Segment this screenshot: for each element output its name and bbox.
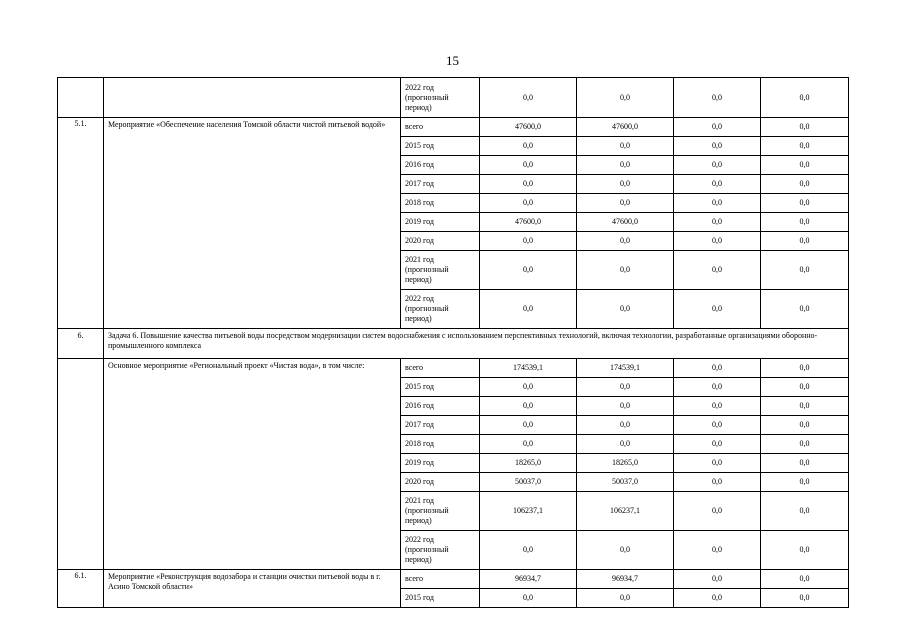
value-cell-other: 0,0 <box>761 570 849 589</box>
period-cell: 2018 год <box>401 435 480 454</box>
value-cell-regional: 47600,0 <box>577 118 674 137</box>
table-row <box>58 359 849 378</box>
value-cell-regional: 0,0 <box>577 251 674 290</box>
value-cell-total: 0,0 <box>480 589 577 608</box>
value-cell-regional: 47600,0 <box>577 213 674 232</box>
value-cell-other: 0,0 <box>761 589 849 608</box>
item-number: 6.1. <box>58 570 104 608</box>
value-cell-total: 96934,7 <box>480 570 577 589</box>
value-cell-local: 0,0 <box>674 473 761 492</box>
value-cell-local: 0,0 <box>674 194 761 213</box>
value-cell-regional: 0,0 <box>577 156 674 175</box>
value-cell-other: 0,0 <box>761 78 849 118</box>
value-cell-other: 0,0 <box>761 290 849 329</box>
period-cell: всего <box>401 570 480 589</box>
value-cell-total: 0,0 <box>480 416 577 435</box>
value-cell-regional: 18265,0 <box>577 454 674 473</box>
value-cell-regional: 0,0 <box>577 416 674 435</box>
value-cell-total: 0,0 <box>480 78 577 118</box>
value-cell-local: 0,0 <box>674 570 761 589</box>
task-row <box>58 329 849 359</box>
value-cell-total: 174539,1 <box>480 359 577 378</box>
event-name <box>104 78 401 118</box>
value-cell-local: 0,0 <box>674 397 761 416</box>
period-cell: 2016 год <box>401 397 480 416</box>
item-number: 5.1. <box>58 118 104 329</box>
period-cell: всего <box>401 359 480 378</box>
period-cell: 2019 год <box>401 454 480 473</box>
event-name: Основное мероприятие «Региональный проект «Чистая вода», в том числе: <box>104 359 401 570</box>
task-text: Задача 6. Повышение качества питьевой воды посредством модернизации систем водоснабжения с использованием перспективных технологий, включая технологии, разработанные организациями оборонно-промышленного комплекса <box>104 329 849 359</box>
value-cell-total: 0,0 <box>480 232 577 251</box>
period-cell: 2016 год <box>401 156 480 175</box>
period-cell: 2018 год <box>401 194 480 213</box>
period-cell: 2022 год (прогнозный период) <box>401 78 480 118</box>
value-cell-regional: 0,0 <box>577 175 674 194</box>
value-cell-other: 0,0 <box>761 435 849 454</box>
value-cell-other: 0,0 <box>761 194 849 213</box>
period-cell: 2021 год (прогнозный период) <box>401 492 480 531</box>
period-cell: 2017 год <box>401 416 480 435</box>
value-cell-local: 0,0 <box>674 589 761 608</box>
value-cell-local: 0,0 <box>674 435 761 454</box>
value-cell-total: 0,0 <box>480 175 577 194</box>
table-row <box>58 570 849 589</box>
value-cell-local: 0,0 <box>674 118 761 137</box>
period-cell: всего <box>401 118 480 137</box>
value-cell-regional: 0,0 <box>577 397 674 416</box>
value-cell-total: 0,0 <box>480 531 577 570</box>
value-cell-other: 0,0 <box>761 473 849 492</box>
value-cell-total: 47600,0 <box>480 213 577 232</box>
value-cell-local: 0,0 <box>674 78 761 118</box>
value-cell-total: 0,0 <box>480 251 577 290</box>
table-row <box>58 78 849 118</box>
value-cell-regional: 0,0 <box>577 435 674 454</box>
value-cell-regional: 106237,1 <box>577 492 674 531</box>
value-cell-total: 0,0 <box>480 290 577 329</box>
value-cell-regional: 0,0 <box>577 137 674 156</box>
page-number: 15 <box>446 53 459 68</box>
value-cell-other: 0,0 <box>761 232 849 251</box>
value-cell-other: 0,0 <box>761 251 849 290</box>
budget-table <box>57 77 849 608</box>
value-cell-local: 0,0 <box>674 290 761 329</box>
value-cell-local: 0,0 <box>674 492 761 531</box>
value-cell-other: 0,0 <box>761 156 849 175</box>
value-cell-other: 0,0 <box>761 175 849 194</box>
value-cell-total: 0,0 <box>480 397 577 416</box>
value-cell-local: 0,0 <box>674 378 761 397</box>
task-number: 6. <box>58 329 104 359</box>
value-cell-local: 0,0 <box>674 156 761 175</box>
value-cell-other: 0,0 <box>761 118 849 137</box>
value-cell-regional: 0,0 <box>577 194 674 213</box>
value-cell-local: 0,0 <box>674 175 761 194</box>
value-cell-other: 0,0 <box>761 531 849 570</box>
value-cell-regional: 50037,0 <box>577 473 674 492</box>
value-cell-other: 0,0 <box>761 454 849 473</box>
value-cell-local: 0,0 <box>674 454 761 473</box>
value-cell-regional: 0,0 <box>577 531 674 570</box>
value-cell-local: 0,0 <box>674 213 761 232</box>
value-cell-other: 0,0 <box>761 378 849 397</box>
value-cell-other: 0,0 <box>761 213 849 232</box>
value-cell-total: 50037,0 <box>480 473 577 492</box>
value-cell-total: 0,0 <box>480 435 577 454</box>
value-cell-regional: 0,0 <box>577 378 674 397</box>
table-row <box>58 118 849 137</box>
period-cell: 2015 год <box>401 137 480 156</box>
period-cell: 2020 год <box>401 473 480 492</box>
period-cell: 2022 год (прогнозный период) <box>401 531 480 570</box>
item-number <box>58 78 104 118</box>
value-cell-regional: 96934,7 <box>577 570 674 589</box>
value-cell-other: 0,0 <box>761 416 849 435</box>
event-name: Мероприятие «Обеспечение населения Томской области чистой питьевой водой» <box>104 118 401 329</box>
value-cell-total: 0,0 <box>480 194 577 213</box>
period-cell: 2021 год (прогнозный период) <box>401 251 480 290</box>
value-cell-regional: 0,0 <box>577 290 674 329</box>
item-number <box>58 359 104 570</box>
value-cell-other: 0,0 <box>761 137 849 156</box>
value-cell-total: 106237,1 <box>480 492 577 531</box>
value-cell-total: 0,0 <box>480 137 577 156</box>
value-cell-local: 0,0 <box>674 531 761 570</box>
period-cell: 2022 год (прогнозный период) <box>401 290 480 329</box>
event-name: Мероприятие «Реконструкция водозабора и станции очистки питьевой воды в г. Асино Томской области» <box>104 570 401 608</box>
value-cell-total: 47600,0 <box>480 118 577 137</box>
value-cell-other: 0,0 <box>761 359 849 378</box>
period-cell: 2017 год <box>401 175 480 194</box>
value-cell-regional: 0,0 <box>577 589 674 608</box>
value-cell-local: 0,0 <box>674 359 761 378</box>
value-cell-local: 0,0 <box>674 251 761 290</box>
value-cell-local: 0,0 <box>674 416 761 435</box>
value-cell-other: 0,0 <box>761 492 849 531</box>
value-cell-total: 0,0 <box>480 156 577 175</box>
value-cell-local: 0,0 <box>674 232 761 251</box>
period-cell: 2019 год <box>401 213 480 232</box>
period-cell: 2020 год <box>401 232 480 251</box>
value-cell-regional: 0,0 <box>577 78 674 118</box>
value-cell-regional: 0,0 <box>577 232 674 251</box>
value-cell-local: 0,0 <box>674 137 761 156</box>
period-cell: 2015 год <box>401 589 480 608</box>
value-cell-total: 0,0 <box>480 378 577 397</box>
period-cell: 2015 год <box>401 378 480 397</box>
value-cell-total: 18265,0 <box>480 454 577 473</box>
value-cell-other: 0,0 <box>761 397 849 416</box>
value-cell-regional: 174539,1 <box>577 359 674 378</box>
